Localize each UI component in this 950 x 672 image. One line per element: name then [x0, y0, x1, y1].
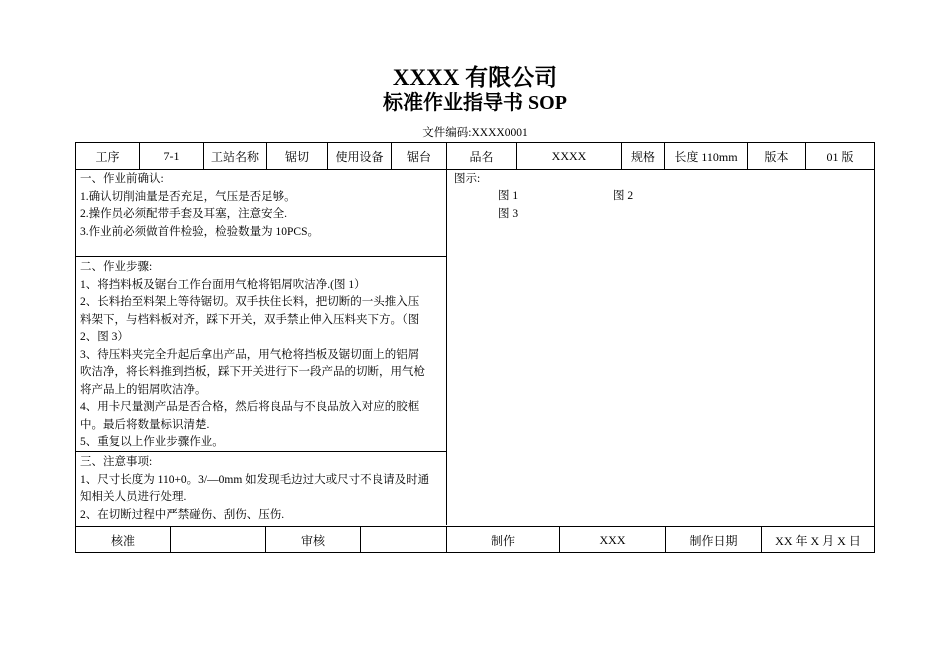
work-step-line: 2、图 3） [80, 331, 129, 343]
figure-2-label: 图 2 [613, 190, 634, 202]
header-row [76, 143, 874, 170]
precaution-line: 1、尺寸长度为 110+0。3/—0mm 如发现毛边过大或尺寸不良请及时通 [80, 473, 430, 486]
pre-work-check-line: 1.确认切削油量是否充足，气压是否足够。 [80, 190, 296, 203]
pre-work-check-section [76, 170, 446, 257]
header-value-spec: 长度 110mm [665, 143, 748, 169]
header-value-process: 7-1 [140, 143, 204, 169]
work-step-line: 2、长料抬至料架上等待锯切。双手扶住长料，把切断的一头推入压 [80, 296, 420, 308]
footer-value-made-by: XXX [560, 527, 666, 553]
work-steps-section [76, 258, 446, 452]
work-step-line: 料架下，与档料板对齐，踩下开关，双手禁止伸入压料夹下方。（图 [80, 313, 420, 326]
sop-table [75, 142, 875, 553]
pre-work-check-line: 3.作业前必须做首件检验，检验数量为 10PCS。 [80, 225, 319, 238]
work-step-line: 将产品上的铝屑吹洁净。 [80, 383, 207, 396]
header-value-product: XXXX [517, 143, 622, 169]
footer-label-made-by: 制作 [447, 527, 560, 553]
header-label-version: 版本 [748, 143, 806, 169]
footer-value-review [361, 527, 447, 553]
header-value-station: 锯切 [267, 143, 328, 169]
work-step-line: 3、待压料夹完全升起后拿出产品，用气枪将挡板及锯切面上的铝屑 [80, 348, 420, 361]
header-label-process: 工序 [76, 143, 140, 169]
footer-label-approve: 核准 [76, 527, 171, 553]
precaution-line: 2、在切断过程中严禁碰伤、刮伤、压伤. [80, 508, 285, 521]
pre-work-check-line: 2.操作员必须配带手套及耳塞，注意安全. [80, 208, 287, 220]
work-step-line: 吹洁净，将长料推到挡板，踩下开关进行下一段产品的切断，用气枪 [80, 366, 425, 378]
header-value-version: 01 版 [826, 149, 854, 164]
header-label-equipment: 使用设备 [328, 143, 392, 169]
document-title: 标准作业指导书 SOP [383, 92, 567, 114]
work-step-line: 中。最后将数量标识清楚. [80, 418, 210, 431]
company-title: XXXX 有限公司 [392, 65, 558, 90]
footer-value-approve [171, 527, 266, 553]
approval-row [76, 526, 874, 553]
precautions-section [76, 453, 446, 525]
pre-work-check-heading: 一、作业前确认: [80, 173, 164, 185]
work-step-line: 4、用卡尺量测产品是否合格，然后将良品与不良品放入对应的胶框 [80, 401, 420, 413]
precautions-heading: 三、注意事项: [80, 456, 153, 468]
figure-1-label: 图 1 [498, 190, 519, 202]
header-label-product: 品名 [447, 143, 517, 169]
header-value-equipment: 锯台 [392, 143, 447, 169]
figures-panel [447, 170, 874, 525]
work-step-line: 1、将挡料板及锯台工作台面用气枪将铝屑吹洁净.(图 1） [80, 278, 366, 291]
footer-value-date: XX 年 X 月 X 日 [775, 533, 861, 548]
footer-label-review: 审核 [266, 527, 361, 553]
precaution-line: 知相关人员进行处理. [80, 491, 187, 503]
header-label-spec: 规格 [622, 143, 665, 169]
work-step-line: 5、重复以上作业步骤作业。 [80, 436, 224, 448]
work-steps-heading: 二、作业步骤: [80, 261, 153, 273]
footer-label-date: 制作日期 [666, 527, 762, 553]
figure-3-label: 图 3 [498, 208, 519, 220]
document-number: 文件编码:XXXX0001 [422, 127, 528, 139]
header-label-station: 工站名称 [204, 143, 267, 169]
instructions-column [76, 170, 447, 525]
figures-heading: 图示: [454, 173, 481, 185]
